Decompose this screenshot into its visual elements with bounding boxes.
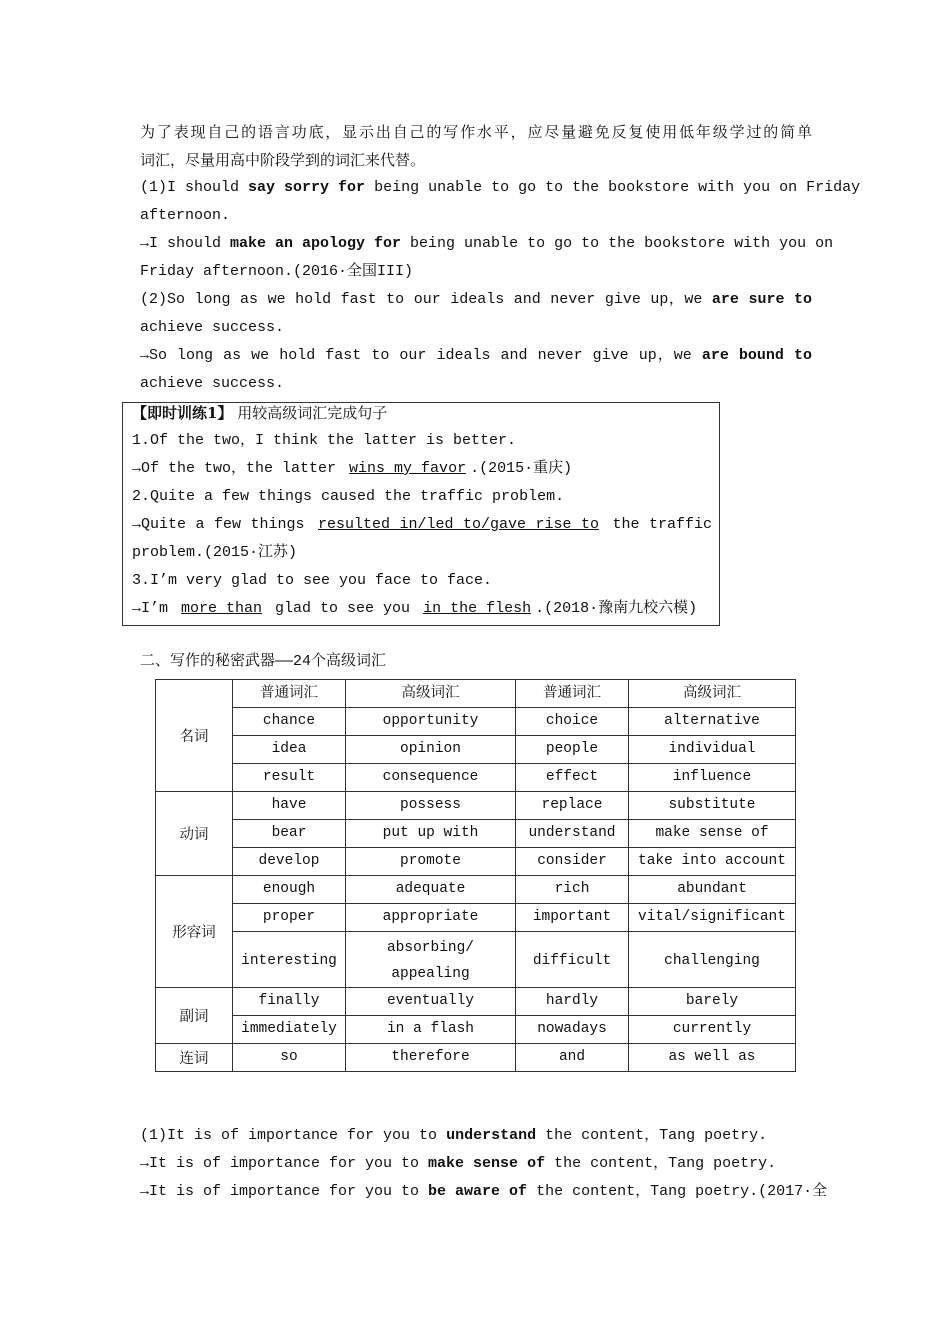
s2-bold: make sense of: [428, 1155, 546, 1172]
word-cell: substitute: [629, 792, 796, 820]
ex2-orig-pre: (2)So long as we hold fast to our ideals and never give up，we: [140, 291, 712, 308]
a3-answer-blank-2: in the flesh: [423, 600, 532, 617]
word-cell: difficult: [516, 932, 629, 988]
practice-a2-line-2: problem.(2015·江苏): [132, 544, 298, 561]
word-cell: promote: [346, 848, 516, 876]
table-header-cell: 高级词汇: [629, 680, 796, 708]
word-cell: take into account: [629, 848, 796, 876]
word-cell: effect: [516, 764, 629, 792]
word-cell: have: [233, 792, 346, 820]
example-1-original-line-1: [140, 174, 861, 202]
a2-post: the traffic: [603, 516, 713, 533]
table-row: [156, 904, 796, 932]
table-header-row: [156, 680, 796, 708]
a2-answer-blank: resulted in/led to/gave rise to: [318, 516, 600, 533]
word-cell: important: [516, 904, 629, 932]
word-cell: in a flash: [346, 1016, 516, 1044]
word-cell: barely: [629, 988, 796, 1016]
word-cell: people: [516, 736, 629, 764]
table-row: [156, 736, 796, 764]
bottom-sentence-3: [140, 1178, 828, 1206]
ex2-rew-bold: are bound to: [701, 347, 812, 364]
word-cell: make sense of: [629, 820, 796, 848]
word-cell: influence: [629, 764, 796, 792]
ex1-orig-bold: say sorry for: [248, 179, 366, 196]
category-cell: 形容词: [156, 876, 233, 988]
s3-pre: →It is of importance for you to: [140, 1183, 429, 1200]
word-cell: possess: [346, 792, 516, 820]
a2-pre: →Quite a few things: [132, 516, 314, 533]
table-row: [156, 820, 796, 848]
word-cell: consider: [516, 848, 629, 876]
table-row: [156, 708, 796, 736]
practice-a2: [132, 511, 712, 539]
example-2-rewrite-line-2: [140, 370, 812, 398]
category-cell: 连词: [156, 1044, 233, 1072]
ex2-orig-bold: are sure to: [711, 291, 812, 308]
ex1-orig-post2: afternoon.: [140, 207, 231, 224]
s3-bold: be aware of: [428, 1183, 528, 1200]
category-cell: 副词: [156, 988, 233, 1044]
word-cell: individual: [629, 736, 796, 764]
word-cell: understand: [516, 820, 629, 848]
ex1-rew-bold: make an apology for: [230, 235, 402, 252]
a1-post: .(2015·重庆): [470, 460, 573, 477]
a1-answer-blank: wins my favor: [349, 460, 467, 477]
table-row: [156, 1044, 796, 1072]
practice-a3: [132, 595, 712, 623]
ex1-rew-pre: →I should: [140, 235, 231, 252]
word-cell: appropriate: [346, 904, 516, 932]
practice-q3: 3.I’m very glad to see you face to face.: [132, 572, 493, 589]
word-cell: replace: [516, 792, 629, 820]
example-1-rewrite-line-2: [140, 258, 812, 286]
ex1-orig-post1: being unable to go to the bookstore with you on Friday: [365, 179, 861, 196]
table-row: [156, 988, 796, 1016]
practice-subtitle: 用较高级词汇完成句子: [237, 404, 388, 422]
word-cell: currently: [629, 1016, 796, 1044]
category-cell: 名词: [156, 680, 233, 792]
word-cell: nowadays: [516, 1016, 629, 1044]
practice-title-line: [132, 399, 712, 427]
table-row: [156, 932, 796, 988]
ex1-orig-pre: (1)I should: [140, 179, 249, 196]
practice-q1: 1.Of the two，I think the latter is better.: [132, 432, 517, 449]
word-cell: immediately: [233, 1016, 346, 1044]
word-cell: consequence: [346, 764, 516, 792]
table-row: [156, 792, 796, 820]
bottom-sentence-2: [140, 1150, 812, 1178]
ex1-rew-post2: Friday afternoon.(2016·全国III): [140, 263, 414, 280]
category-cell: 动词: [156, 792, 233, 876]
word-cell: vital/significant: [629, 904, 796, 932]
ex2-rew-post2: achieve success.: [140, 375, 285, 392]
word-cell: interesting: [233, 932, 346, 988]
word-cell: put up with: [346, 820, 516, 848]
word-cell: result: [233, 764, 346, 792]
word-cell: as well as: [629, 1044, 796, 1072]
word-cell: and: [516, 1044, 629, 1072]
word-cell: alternative: [629, 708, 796, 736]
word-cell: chance: [233, 708, 346, 736]
practice-box: [122, 402, 720, 626]
intro-line-1: [140, 118, 812, 146]
s3-post: the content，Tang poetry.(2017·全: [527, 1183, 828, 1200]
example-1-original-line-2: [140, 202, 812, 230]
word-cell: bear: [233, 820, 346, 848]
a3-mid: glad to see you: [266, 600, 420, 617]
ex2-rew-pre: →So long as we hold fast to our ideals and never give up，we: [140, 347, 702, 364]
s2-pre: →It is of importance for you to: [140, 1155, 429, 1172]
word-cell: idea: [233, 736, 346, 764]
intro-text-2: 词汇，尽量用高中阶段学到的词汇来代替。: [140, 151, 426, 169]
word-cell: opportunity: [346, 708, 516, 736]
word-cell: finally: [233, 988, 346, 1016]
word-cell: proper: [233, 904, 346, 932]
word-cell: so: [233, 1044, 346, 1072]
word-cell: eventually: [346, 988, 516, 1016]
s1-post: the content，Tang poetry.: [536, 1127, 768, 1144]
a1-pre: →Of the two，the latter: [132, 460, 346, 477]
table-header-cell: 普通词汇: [516, 680, 629, 708]
example-2-original-line-2: [140, 314, 812, 342]
practice-title: 【即时训练1】: [132, 404, 233, 422]
table-row: [156, 764, 796, 792]
practice-a1: [132, 455, 712, 483]
word-cell: absorbing/ appealing: [346, 932, 516, 988]
word-cell: develop: [233, 848, 346, 876]
example-2-rewrite-line-1: [140, 342, 812, 370]
vocabulary-table: [155, 679, 796, 1072]
practice-q2: 2.Quite a few things caused the traffic problem.: [132, 488, 565, 505]
section-2-title: 二、写作的秘密武器——24个高级词汇: [140, 653, 387, 670]
intro-text-1: 为了表现自己的语言功底，显示出自己的写作水平，应尽量避免反复使用低年级学过的简单: [140, 123, 812, 141]
example-1-rewrite-line-1: [140, 230, 834, 258]
word-cell: challenging: [629, 932, 796, 988]
s1-bold: understand: [446, 1127, 537, 1144]
s2-post: the content，Tang poetry.: [545, 1155, 777, 1172]
table-row: [156, 876, 796, 904]
a3-post: .(2018·豫南九校六模): [535, 600, 698, 617]
word-cell: hardly: [516, 988, 629, 1016]
a3-pre: →I’m: [132, 600, 178, 617]
s1-pre: (1)It is of importance for you to: [140, 1127, 447, 1144]
word-cell: abundant: [629, 876, 796, 904]
table-header-cell: 普通词汇: [233, 680, 346, 708]
ex1-rew-post1: being unable to go to the bookstore with you on: [401, 235, 834, 252]
a3-answer-blank-1: more than: [181, 600, 263, 617]
word-cell: choice: [516, 708, 629, 736]
bottom-sentence-1: [140, 1122, 812, 1150]
word-cell: rich: [516, 876, 629, 904]
word-cell: opinion: [346, 736, 516, 764]
example-2-original-line-1: [140, 286, 812, 314]
table-row: [156, 848, 796, 876]
intro-line-2: [140, 146, 812, 174]
word-cell: adequate: [346, 876, 516, 904]
ex2-orig-post2: achieve success.: [140, 319, 285, 336]
word-cell: enough: [233, 876, 346, 904]
word-cell: therefore: [346, 1044, 516, 1072]
table-row: [156, 1016, 796, 1044]
table-header-cell: 高级词汇: [346, 680, 516, 708]
